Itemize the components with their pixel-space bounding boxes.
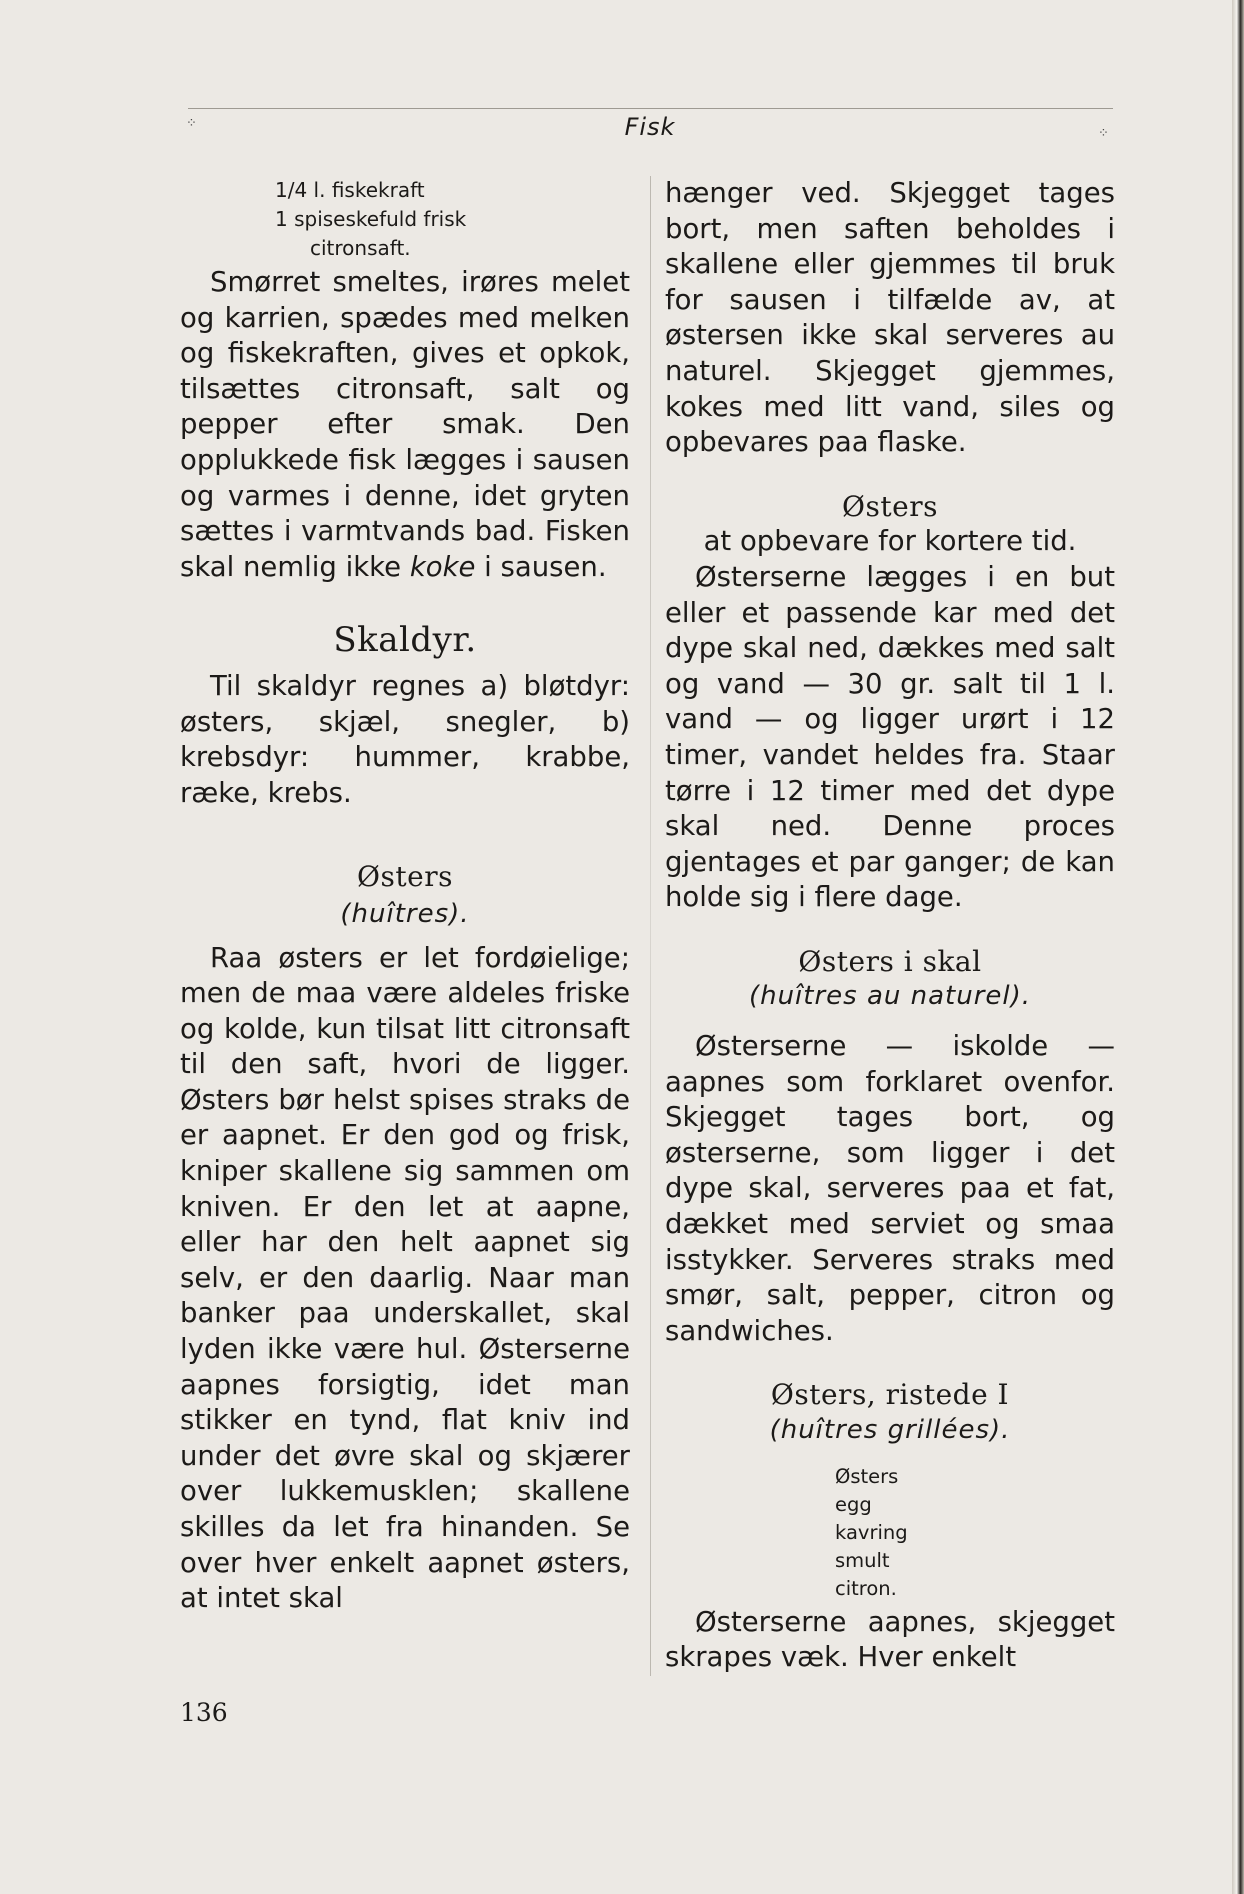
ingredient-item: 1 spiseskefuld frisk xyxy=(275,207,467,231)
ingredient-item: Østers xyxy=(835,1464,899,1488)
book-spine-edge xyxy=(1232,0,1244,1894)
page-number: 136 xyxy=(180,1698,228,1727)
left-column xyxy=(180,178,630,1617)
running-head: Fisk xyxy=(624,113,676,141)
emphasis-word: koke xyxy=(409,550,476,583)
recipe-subtitle: at opbevare for kortere tid. xyxy=(703,525,1077,558)
recipe-subheading: (huîtres au naturel). xyxy=(748,981,1032,1012)
paragraph: hænger ved. Skjegget tages bort, men saften beholdes i skallene eller gjemmes til bruk for sausen i tilfælde av, at østersen ikke skal serveres au naturel. Skjegget gjemmes, kokes med litt vand, siles og opbevares paa flaske. xyxy=(665,177,1115,459)
recipe-subheading: (huîtres grillées). xyxy=(769,1415,1011,1445)
recipe-heading: Østers xyxy=(842,489,938,523)
recipe-heading: Østers xyxy=(357,860,453,894)
ingredient-item: egg xyxy=(835,1492,872,1516)
recipe-heading: Østers i skal xyxy=(798,944,982,978)
section-heading: Skaldyr. xyxy=(333,620,477,661)
ornament-left: ⁘ xyxy=(186,116,197,131)
column-rule xyxy=(650,176,651,1676)
paragraph: Smørret smeltes, irøres melet og karrien, spædes med melken og fiskekraften, gives et opkok, tilsættes citronsaft, salt og pepper efter smak. Den opplukkede fisk lægges i sausen og varmes i denne, idet gryten sættes i varmtvands bad. Fisken skal nemlig ikke koke i sausen. xyxy=(180,266,630,583)
ingredient-item: smult xyxy=(835,1548,890,1572)
ingredient-item: citronsaft. xyxy=(310,236,411,260)
recipe-subheading: (huîtres). xyxy=(340,898,470,929)
ingredient-list xyxy=(665,1463,1115,1603)
ingredient-item: 1/4 l. fiskekraft xyxy=(275,178,425,202)
paragraph: Østerserne — iskolde — aapnes som forklaret ovenfor. Skjegget tages bort, og østerserne, som ligger i det dype skal, serveres paa et fat, dækket med serviet og smaa isstykker. Serveres straks med smør, salt, pepper, citron og sandwiches. xyxy=(665,1030,1115,1347)
paragraph: Østerserne aapnes, skjegget skrapes væk. Hver enkelt xyxy=(665,1605,1115,1674)
ornament-right: ⁘ xyxy=(1098,126,1109,141)
paragraph: Raa østers er let fordøielige; men de maa være aldeles friske og kolde, kun tilsat litt citronsaft til den saft, hvori de ligger. Østers bør helst spises straks de er aapnet. Er den god og frisk, kniper skallene sig sammen om kniven. Er den let at aapne, eller har den helt aapnet sig selv, er den daarlig. Naar man banker paa underskallet, skal lyden ikke være hul. Østerserne aapnes forsigtig, idet man stikker en tynd, flat kniv ind under det øvre skal og skjærer over lukkemusklen; skallene skilles da let fra hinanden. Se over hver enkelt aapnet østers, at intet skal xyxy=(180,941,630,1615)
header-rule xyxy=(188,108,1113,109)
paragraph: Østerserne lægges i en but eller et passende kar med det dype skal ned, dækkes med salt og vand — 30 gr. salt til 1 l. vand — og ligger urørt i 12 timer, vandet heldes fra. Staar tørre i 12 timer med det dype skal ned. Denne proces gjentages et par ganger; de kan holde sig i flere dage. xyxy=(665,560,1115,914)
paragraph: Til skaldyr regnes a) bløtdyr: østers, skjæl, snegler, b) krebsdyr: hummer, krabbe, ræke, krebs. xyxy=(180,669,630,809)
ingredient-item: kavring xyxy=(835,1520,908,1544)
right-column xyxy=(665,176,1115,1676)
ingredient-item: citron. xyxy=(835,1576,897,1600)
ingredient-list xyxy=(180,176,630,263)
recipe-heading: Østers, ristede I xyxy=(770,1378,1010,1412)
